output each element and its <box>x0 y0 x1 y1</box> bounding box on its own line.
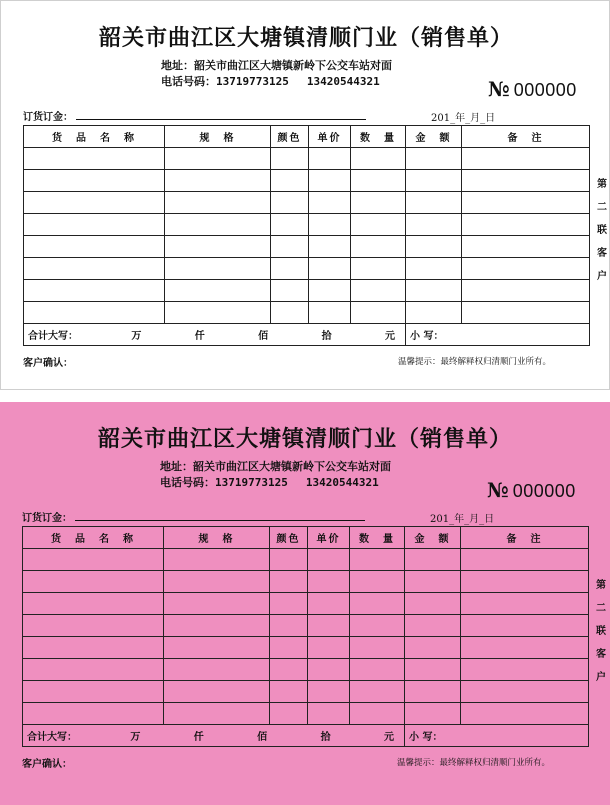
col-price: 单价 <box>308 527 350 549</box>
unit-shi: 拾 <box>321 331 332 342</box>
table-row[interactable] <box>24 214 590 236</box>
address: 地址：韶关市曲江区大塘镇新岭下公交车站对面 <box>161 59 392 72</box>
phone-line <box>161 73 380 89</box>
small-label: 小 写： <box>410 331 444 342</box>
table-row[interactable] <box>23 681 589 703</box>
total-uppercase[interactable] <box>24 324 406 346</box>
number-sign-icon: № <box>487 478 509 502</box>
total-uppercase[interactable] <box>23 725 405 747</box>
order-deposit-label: 订货订金： <box>23 112 73 123</box>
unit-bai: 佰 <box>257 732 268 743</box>
table-row[interactable] <box>24 302 590 324</box>
col-color: 颜色 <box>270 527 308 549</box>
col-qty: 数 量 <box>351 126 406 148</box>
order-deposit-field[interactable] <box>75 520 365 521</box>
unit-yuan: 元 <box>384 331 395 342</box>
unit-wan: 万 <box>131 331 142 342</box>
small-label: 小 写： <box>409 732 443 743</box>
serial-number <box>487 478 576 502</box>
phone-1: 13719773125 <box>216 75 289 88</box>
table-row[interactable] <box>23 549 589 571</box>
phone-label: 电话号码： <box>161 75 216 88</box>
total-lowercase[interactable] <box>405 725 589 747</box>
serial-value: 000000 <box>513 80 577 100</box>
items-table <box>23 125 590 346</box>
table-row[interactable] <box>23 615 589 637</box>
table-row[interactable] <box>24 258 590 280</box>
copy-label: 第 二 联 客 户 <box>597 179 607 282</box>
col-qty: 数 量 <box>350 527 405 549</box>
table-row[interactable] <box>23 637 589 659</box>
date-field[interactable]: 201_年_月_日 <box>430 514 495 525</box>
customer-confirm[interactable]: 客户确认： <box>23 358 73 369</box>
total-lowercase[interactable] <box>406 324 590 346</box>
col-spec: 规 格 <box>165 126 271 148</box>
unit-yuan: 元 <box>383 732 394 743</box>
table-header <box>24 126 590 148</box>
divider <box>0 390 610 402</box>
unit-qian: 仟 <box>193 732 204 743</box>
col-remarks: 备 注 <box>462 126 590 148</box>
table-row[interactable] <box>23 659 589 681</box>
form-title: 韶关市曲江区大塘镇清顺门业（销售单） <box>97 426 512 452</box>
col-price: 单价 <box>309 126 351 148</box>
phone-line <box>160 474 379 490</box>
total-label: 合计大写： <box>28 331 78 342</box>
number-sign-icon: № <box>488 77 510 101</box>
table-row[interactable] <box>24 192 590 214</box>
col-product: 货 品 名 称 <box>24 126 165 148</box>
table-row[interactable] <box>23 703 589 725</box>
phone-1: 13719773125 <box>215 476 288 489</box>
notice: 温馨提示：最终解释权归清顺门业所有。 <box>398 357 552 367</box>
unit-shi: 拾 <box>320 732 331 743</box>
col-remarks: 备 注 <box>461 527 589 549</box>
unit-bai: 佰 <box>258 331 269 342</box>
sales-form-white <box>0 0 610 390</box>
col-color: 颜色 <box>271 126 309 148</box>
order-deposit-field[interactable] <box>76 119 366 120</box>
unit-qian: 仟 <box>194 331 205 342</box>
form-title: 韶关市曲江区大塘镇清顺门业（销售单） <box>98 25 513 51</box>
table-row[interactable] <box>24 170 590 192</box>
col-spec: 规 格 <box>164 527 270 549</box>
date-field[interactable]: 201_年_月_日 <box>431 113 496 124</box>
col-amount: 金 额 <box>406 126 462 148</box>
phone-2: 13420544321 <box>305 476 379 489</box>
total-row[interactable] <box>24 324 590 346</box>
phone-2: 13420544321 <box>306 75 380 88</box>
notice: 温馨提示：最终解释权归清顺门业所有。 <box>397 758 551 768</box>
order-deposit-label: 订货订金： <box>22 513 72 524</box>
table-row[interactable] <box>23 571 589 593</box>
total-row[interactable] <box>23 725 589 747</box>
table-row[interactable] <box>24 280 590 302</box>
table-row[interactable] <box>23 593 589 615</box>
table-header <box>23 527 589 549</box>
items-table <box>22 526 589 747</box>
col-amount: 金 额 <box>405 527 461 549</box>
serial-number <box>488 77 577 101</box>
unit-wan: 万 <box>130 732 141 743</box>
address: 地址：韶关市曲江区大塘镇新岭下公交车站对面 <box>160 460 391 473</box>
customer-confirm[interactable]: 客户确认： <box>22 759 72 770</box>
col-product: 货 品 名 称 <box>23 527 164 549</box>
copy-label: 第 二 联 客 户 <box>596 580 606 683</box>
table-row[interactable] <box>24 236 590 258</box>
serial-value: 000000 <box>512 481 576 501</box>
table-row[interactable] <box>24 148 590 170</box>
total-label: 合计大写： <box>27 732 77 743</box>
phone-label: 电话号码： <box>160 476 215 489</box>
sales-form-pink <box>0 402 610 805</box>
